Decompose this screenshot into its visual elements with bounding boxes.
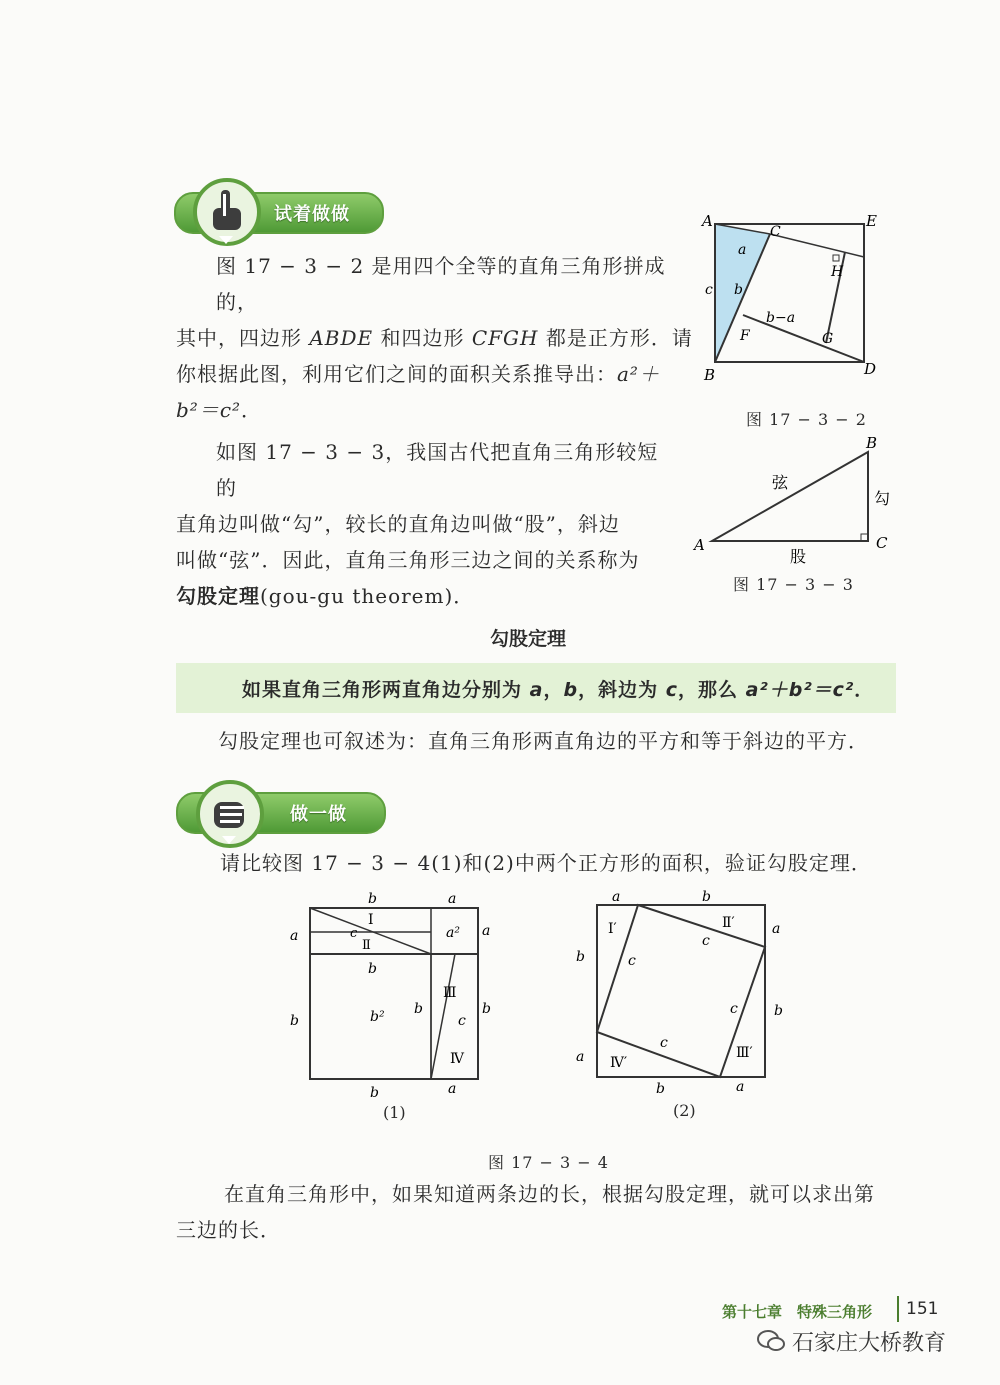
fig2-label: H bbox=[831, 264, 844, 280]
try-line-2: 其中，四边形 ABDE 和四边形 CFGH 都是正方形．请 bbox=[176, 326, 693, 350]
fig4-2-label: b bbox=[774, 1003, 783, 1019]
fig4-1-label: a bbox=[448, 891, 457, 907]
fig4-1-label: Ⅰ bbox=[368, 912, 374, 928]
figure-17-3-2 bbox=[700, 208, 890, 433]
inner-square-marker bbox=[833, 255, 839, 261]
closing-paragraph bbox=[176, 1176, 906, 1248]
figure-17-3-4-2 bbox=[570, 885, 790, 1130]
fig2-label: F bbox=[740, 328, 750, 344]
fig4-1-label: Ⅱ bbox=[362, 938, 371, 953]
badge-pointer bbox=[222, 836, 236, 844]
fig4-1-label: a bbox=[290, 928, 299, 944]
fig4-1-label: b bbox=[370, 1085, 379, 1101]
fig4-2-label: a bbox=[736, 1079, 745, 1095]
fig2-label: b bbox=[734, 282, 743, 298]
fig4-1-label: c bbox=[350, 926, 358, 941]
gougu-line-2: 直角边叫做“勾”，较长的直角边叫做“股”，斜边 bbox=[176, 512, 620, 536]
fig4-1-label: b bbox=[414, 1001, 423, 1017]
fig4-1-label: b bbox=[290, 1013, 299, 1029]
fig3-label: 弦 bbox=[772, 473, 789, 492]
gougu-line-3: 叫做“弦”．因此，直角三角形三边之间的关系称为 bbox=[176, 548, 640, 572]
fig3-caption: 图 17 − 3 − 3 bbox=[733, 575, 854, 594]
chapter-label: 第十七章 特殊三角形 bbox=[722, 1303, 873, 1321]
theorem-title: 勾股定理 bbox=[490, 628, 567, 650]
badge-title: 做一做 bbox=[290, 804, 347, 825]
fig4-2-label: a bbox=[576, 1049, 585, 1065]
theorem-restate: 勾股定理也可叙述为：直角三角形两直角边的平方和等于斜边的平方． bbox=[218, 729, 869, 753]
try-line-3: 你根据此图，利用它们之间的面积关系推导出：a²＋ bbox=[176, 362, 660, 386]
fig4-1-label: b bbox=[368, 891, 377, 907]
fig3-label: 股 bbox=[790, 547, 807, 566]
fig4-2-label: Ⅲ′ bbox=[736, 1045, 753, 1061]
fig4-caption: 图 17 − 3 − 4 bbox=[488, 1153, 609, 1172]
fig4-1-label: b bbox=[368, 961, 377, 977]
fig3-label: 勾 bbox=[874, 489, 891, 508]
fig2-label: C bbox=[770, 224, 781, 240]
fig4-1-label: b bbox=[482, 1001, 491, 1017]
fig2-label: D bbox=[864, 360, 877, 378]
figure-17-3-3 bbox=[690, 432, 900, 572]
fig4-2-label: Ⅱ′ bbox=[722, 915, 735, 931]
badge-pointer bbox=[219, 236, 233, 244]
watermark-text: 石家庄大桥教育 bbox=[792, 1331, 947, 1356]
badge-title: 试着做做 bbox=[274, 204, 350, 225]
fig2-label: A bbox=[702, 212, 713, 230]
fig4-2-label: c bbox=[660, 1035, 668, 1051]
fig4-1-label: a² bbox=[446, 925, 460, 941]
fig3-label: C bbox=[876, 534, 888, 552]
do-paragraph: 请比较图 17 − 3 − 4(1)和(2)中两个正方形的面积，验证勾股定理． bbox=[220, 851, 872, 875]
fig4-1-label: c bbox=[458, 1013, 466, 1029]
closing-line-2: 三边的长． bbox=[176, 1218, 281, 1242]
fig4-2-label: c bbox=[628, 953, 636, 969]
fig4-2-label: c bbox=[702, 933, 710, 949]
fig4-1-label: Ⅳ bbox=[450, 1051, 464, 1067]
fig4-sub1: (1) bbox=[383, 1103, 406, 1122]
fig4-1-label: a bbox=[448, 1081, 457, 1097]
fig4-2-label: c bbox=[730, 1001, 738, 1017]
fig4-2-label: a bbox=[612, 889, 621, 905]
fig2-caption: 图 17 − 3 − 2 bbox=[746, 410, 867, 429]
fig4-1-label: Ⅲ bbox=[443, 985, 457, 1001]
try-line-4: b²＝c²． bbox=[176, 398, 263, 422]
fig4-2-label: Ⅰ′ bbox=[608, 921, 617, 937]
theorem-formula: a²＋b²＝c² bbox=[745, 679, 855, 701]
fig2-label: a bbox=[738, 242, 747, 258]
gougu-line-4: 勾股定理(gou-gu theorem)． bbox=[176, 584, 475, 608]
fig4-sub2: (2) bbox=[673, 1101, 696, 1120]
figure-17-3-4-1 bbox=[280, 885, 500, 1130]
fig4-2-label: b bbox=[576, 949, 585, 965]
page-number: 151 bbox=[906, 1299, 939, 1319]
fig2-label: c bbox=[705, 282, 713, 298]
fig2-label: G bbox=[822, 331, 834, 347]
fig3-label: B bbox=[866, 434, 878, 452]
theorem-statement: 如果直角三角形两直角边分别为 a，b，斜边为 c，那么 a²＋b²＝c²． bbox=[242, 679, 875, 701]
try-paragraph bbox=[176, 248, 696, 428]
fig2-label: E bbox=[866, 212, 877, 230]
try-line-1: 图 17 − 3 − 2 是用四个全等的直角三角形拼成的， bbox=[216, 254, 666, 314]
wechat-icon bbox=[756, 1329, 786, 1357]
fig4-1-label: b² bbox=[370, 1009, 385, 1025]
gougu-paragraph bbox=[176, 434, 676, 614]
fig4-2-label: Ⅳ′ bbox=[610, 1055, 628, 1071]
fig2-label: B bbox=[704, 366, 716, 384]
closing-line-1: 在直角三角形中，如果知道两条边的长，根据勾股定理，就可以求出第 bbox=[224, 1182, 875, 1206]
fig2-label: b−a bbox=[766, 310, 796, 326]
fig4-2-label: a bbox=[772, 921, 781, 937]
fig3-label: A bbox=[694, 536, 705, 554]
fig4-2-label: b bbox=[702, 889, 711, 905]
fig4-2-label: b bbox=[656, 1081, 665, 1097]
gougu-line-1: 如图 17 − 3 − 3，我国古代把直角三角形较短的 bbox=[216, 440, 659, 500]
footer-divider bbox=[897, 1296, 899, 1322]
fig4-1-label: a bbox=[482, 923, 491, 939]
